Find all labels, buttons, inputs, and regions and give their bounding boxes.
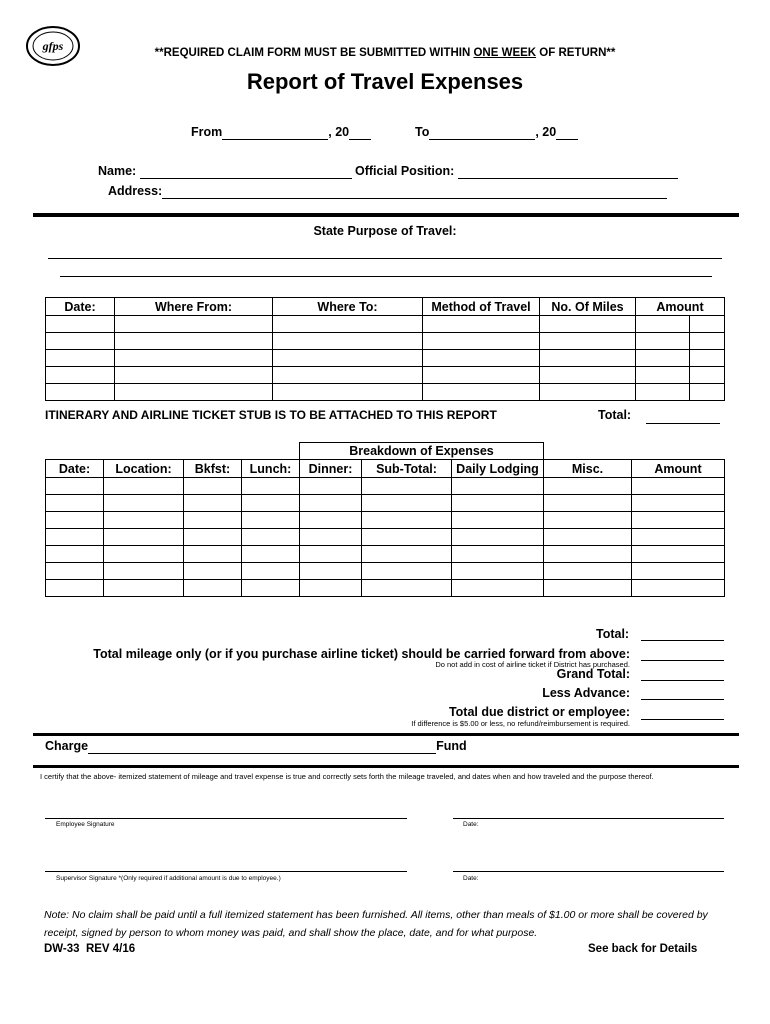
supervisor-signature-line[interactable] [45,871,407,872]
section-divider [33,733,739,736]
supervisor-date-label: Date: [463,875,479,882]
supervisor-signature-label: Supervisor Signature *(Only required if additional amount is due to employee.) [56,875,281,882]
total-due-field[interactable] [641,719,724,720]
expense-header-amount: Amount [632,460,725,478]
travel-header-amount: Amount [636,298,725,316]
employee-signature-label: Employee Signature [56,821,115,828]
expense-header-dinner: Dinner: [300,460,362,478]
employee-date-line[interactable] [453,818,724,819]
refund-threshold-note: If difference is $5.00 or less, no refund/reimbursement is required. [411,719,630,728]
less-advance-label: Less Advance: [542,686,630,700]
expense-row[interactable] [46,478,725,495]
svg-text:gfps: gfps [42,39,64,53]
certification-statement: I certify that the above- itemized statement of mileage and travel expense is true and correctly sets forth the mileage traveled, and dates when and how traveled and the purpose thereof. [40,772,654,781]
total-due-label: Total due district or employee: [448,705,630,719]
charge-fund-field[interactable]: Charge Fund [45,739,467,753]
page-title: Report of Travel Expenses [246,69,524,94]
purpose-line-1[interactable] [48,258,722,259]
travel-total-label: Total: [598,408,632,422]
expense-header-breakfast: Bkfst: [184,460,242,478]
travel-header-to: Where To: [273,298,423,316]
travel-row[interactable] [46,350,725,367]
travel-header-method: Method of Travel [423,298,540,316]
purpose-label: State Purpose of Travel: [313,224,457,238]
claim-note: Note: No claim shall be paid until a full itemized statement has been furnished. All items, other than meals of $1.00 or more shall be covered by receipt, signed by person to whom money was paid, and shall show the place, date, and for what purpose. [44,909,708,939]
district-logo [26,26,80,66]
expense-row[interactable] [46,580,725,597]
expense-header-date: Date: [46,460,104,478]
name-field[interactable]: Name: [98,164,352,179]
expense-total-field[interactable] [641,640,724,641]
section-divider [33,765,739,768]
official-position-field[interactable]: Official Position: [355,164,678,179]
from-date-field[interactable]: From , 20 [191,125,371,140]
travel-table [45,297,725,401]
expense-header-misc: Misc. [544,460,632,478]
travel-total-field[interactable] [646,423,720,424]
to-date-field[interactable]: To , 20 [415,125,578,140]
travel-header-date: Date: [46,298,115,316]
form-number: DW-33 REV 4/16 [44,943,136,955]
attach-stub-note: ITINERARY AND AIRLINE TICKET STUB IS TO BE ATTACHED TO THIS REPORT [45,408,497,422]
travel-row[interactable] [46,316,725,333]
grand-total-label: Grand Total: [556,667,630,681]
mileage-carry-label: Total mileage only (or if you purchase airline ticket) should be carried forward from above: [93,647,630,661]
travel-header-miles: No. Of Miles [540,298,636,316]
expense-header-subtotal: Sub-Total: [362,460,452,478]
expense-table [45,442,725,597]
expense-row[interactable] [46,546,725,563]
employee-signature-line[interactable] [45,818,407,819]
less-advance-field[interactable] [641,699,724,700]
expense-caption: Breakdown of Expenses [300,443,544,460]
see-back-note: See back for Details [588,943,698,955]
expense-row[interactable] [46,529,725,546]
travel-row[interactable] [46,333,725,350]
expense-header-lodging: Daily Lodging [452,460,544,478]
expense-header-location: Location: [104,460,184,478]
expense-total-label: Total: [596,627,630,641]
travel-row[interactable] [46,367,725,384]
expense-row[interactable] [46,563,725,580]
employee-date-label: Date: [463,821,479,828]
expense-row[interactable] [46,512,725,529]
submission-notice: **REQUIRED CLAIM FORM MUST BE SUBMITTED WITHIN ONE WEEK OF RETURN** [154,47,616,59]
expense-row[interactable] [46,495,725,512]
expense-header-lunch: Lunch: [242,460,300,478]
mileage-note: Do not add in cost of airline ticket if District has purchased. [435,660,630,669]
supervisor-date-line[interactable] [453,871,724,872]
grand-total-field[interactable] [641,680,724,681]
mileage-total-field[interactable] [641,660,724,661]
address-field[interactable]: Address: [108,184,667,199]
purpose-line-2[interactable] [60,276,712,277]
section-divider [33,213,739,217]
travel-row[interactable] [46,384,725,401]
travel-header-from: Where From: [115,298,273,316]
